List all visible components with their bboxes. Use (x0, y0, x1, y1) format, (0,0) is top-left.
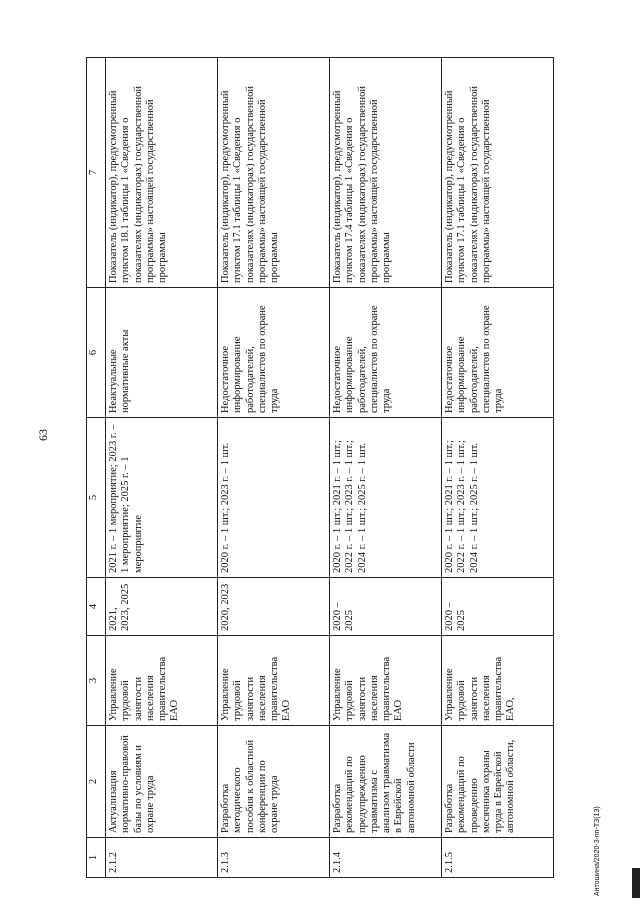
measure-name: Разработка рекомендаций по предупреждению травматизма с анализом травматизма в Еврейской автономной области (330, 726, 442, 838)
measure-name: Актуализация нормативно-правовой базы по условиям и охране труда (106, 726, 218, 838)
measures-table (86, 57, 554, 878)
measure-name: Разработка методического пособия к областной конференции по охране труда (218, 726, 330, 838)
table-row (106, 58, 218, 878)
measure-name: Разработка рекомендаций по проведению месячника охраны труда в Еврейской автономной области, (442, 726, 554, 838)
page-number: 63 (36, 429, 50, 441)
indicator: Показатель (индикатор), предусмотренный пунктом 17.1 таблицы 1 «Сведения о показателях (индикаторах) государственной программы» настоящей государственной программы (218, 58, 330, 288)
rotated-table-container (86, 58, 580, 878)
years: 2021, 2023, 2025 (106, 578, 218, 636)
executor: Управление трудовой занятости населения правительства ЕАО (218, 636, 330, 726)
column-header: 4 (87, 578, 106, 636)
consequences: Неактуальные нормативные акты (106, 288, 218, 418)
expected-result: 2020 г. – 1 шт.; 2021 г. – 1 шт.; 2022 г. – 1 шт.; 2023 г. – 1 шт.; 2024 г. – 1 шт.; 2025 г. – 1 шт. (442, 418, 554, 578)
indicator: Показатель (индикатор), предусмотренный пунктом 18.1 таблицы 1 «Сведения о показателях (индикаторах) государственной программы» настоящей государственной программы (106, 58, 218, 288)
years: 2020, 2023 (218, 578, 330, 636)
header-row (87, 58, 106, 878)
expected-result: 2020 г. – 1 шт.; 2021 г. – 1 шт.; 2022 г. – 1 шт.; 2023 г. – 1 шт.; 2024 г. – 1 шт.; 2025 г. – 1 шт. (330, 418, 442, 578)
indicator: Показатель (индикатор), предусмотренный пунктом 17.4 таблицы 1 «Сведения о показателях (индикаторах) государственной программы» настоящей государственной программы (330, 58, 442, 288)
column-header: 7 (87, 58, 106, 288)
column-header: 1 (87, 838, 106, 878)
consequences: Недостаточное информирование работодателей, специалистов по охране труда (218, 288, 330, 418)
consequences: Недостаточное информирование работодателей, специалистов по охране труда (442, 288, 554, 418)
column-header: 2 (87, 726, 106, 838)
executor: Управление трудовой занятости населения правительства ЕАО (106, 636, 218, 726)
column-header: 5 (87, 418, 106, 578)
consequences: Недостаточное информирование работодателей, специалистов по охране труда (330, 288, 442, 418)
expected-result: 2020 г. – 1 шт.; 2023 г. – 1 шт. (218, 418, 330, 578)
table-row (330, 58, 442, 878)
indicator: Показатель (индикатор), предусмотренный пунктом 17.1 таблицы 1 «Сведения о показателях (индикаторах) государственной программы» настоящей государственной (442, 58, 554, 288)
years: 2020 – 2025 (442, 578, 554, 636)
row-number: 2.1.5 (442, 838, 554, 878)
scan-edge-mark (632, 868, 640, 898)
years: 2020 – 2025 (330, 578, 442, 636)
expected-result: 2021 г. – 1 мероприятие; 2023 г. – 1 мероприятие; 2025 г. – 1 мероприятие (106, 418, 218, 578)
row-number: 2.1.2 (106, 838, 218, 878)
row-number: 2.1.4 (330, 838, 442, 878)
executor: Управление трудовой занятости населения правительства ЕАО (330, 636, 442, 726)
row-number: 2.1.3 (218, 838, 330, 878)
footer-code: Антошина/2020-3-пп-ТЗ(13) (594, 806, 601, 896)
table-row (442, 58, 554, 878)
table-row (218, 58, 330, 878)
executor: Управление трудовой занятости населения правительства ЕАО, (442, 636, 554, 726)
column-header: 6 (87, 288, 106, 418)
column-header: 3 (87, 636, 106, 726)
